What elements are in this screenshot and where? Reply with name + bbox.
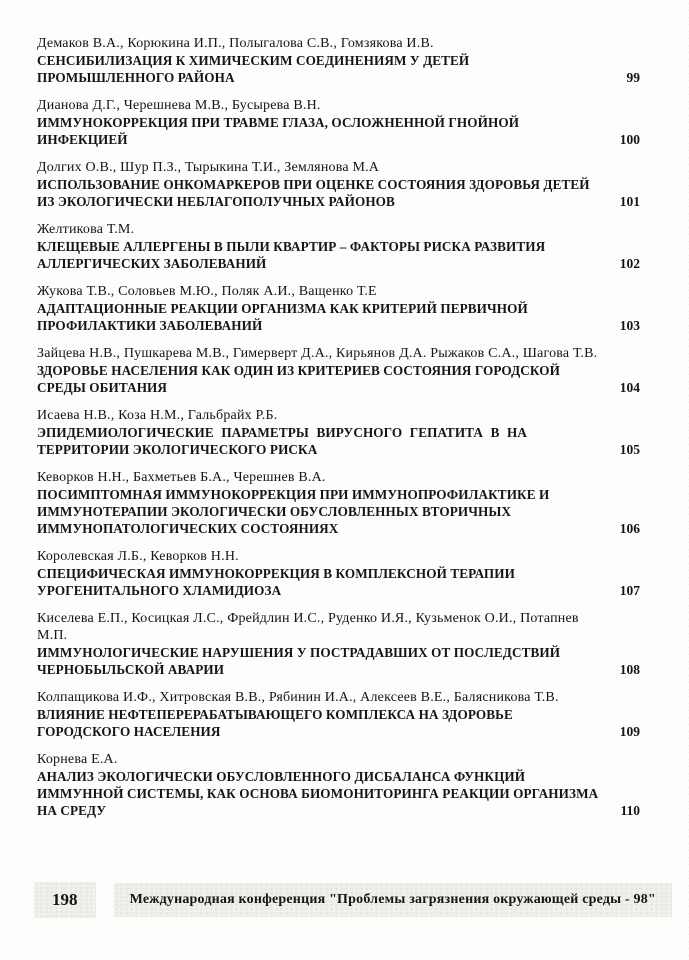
- entry-page-number: 102: [619, 256, 640, 271]
- toc-entry: [37, 159, 640, 210]
- entry-title: СПЕЦИФИЧЕСКАЯ ИММУНОКОРРЕКЦИЯ В КОМПЛЕКСНОЙ ТЕРАПИИ УРОГЕНИТАЛЬНОГО ХЛАМИДИОЗА: [37, 566, 515, 598]
- toc-entry: [37, 35, 640, 86]
- entry-page-number: 107: [619, 583, 640, 598]
- footer-running-title: Международная конференция "Проблемы загрязнения окружающей среды - 98": [114, 883, 673, 917]
- toc-entry: [37, 283, 640, 334]
- entry-authors: Кеворков Н.Н., Бахметьев Б.А., Черешнев В.А.: [37, 470, 326, 485]
- entry-page-number: 103: [619, 318, 640, 333]
- entry-authors: Королевская Л.Б., Кеворков Н.Н.: [37, 549, 239, 564]
- entry-title-row: [37, 300, 640, 334]
- entry-authors: Долгих О.В., Шур П.З., Тырыкина Т.И., Землянова М.А: [37, 160, 380, 175]
- entry-title-row: [37, 52, 640, 86]
- entry-authors: Корнева Е.А.: [37, 752, 118, 767]
- entry-page-number: 109: [619, 724, 640, 739]
- page-footer: [0, 882, 689, 918]
- entry-title-row: [37, 644, 640, 678]
- entry-title-row: [37, 565, 640, 599]
- entry-title: ИСПОЛЬЗОВАНИЕ ОНКОМАРКЕРОВ ПРИ ОЦЕНКЕ СОСТОЯНИЯ ЗДОРОВЬЯ ДЕТЕЙ ИЗ ЭКОЛОГИЧЕСКИ НЕБЛАГОПОЛУЧНЫХ РАЙОНОВ: [37, 177, 590, 209]
- entry-authors: Желтикова Т.М.: [37, 222, 135, 237]
- entry-title-row: [37, 114, 640, 148]
- entry-authors: Дианова Д.Г., Черешнева М.В., Бусырева В.Н.: [37, 98, 321, 113]
- entry-title: ЭПИДЕМИОЛОГИЧЕСКИЕ ПАРАМЕТРЫ ВИРУСНОГО ГЕПАТИТА В НА ТЕРРИТОРИИ ЭКОЛОГИЧЕСКОГО РИСКА: [37, 425, 527, 457]
- entry-title-row: [37, 706, 640, 740]
- entry-title: АДАПТАЦИОННЫЕ РЕАКЦИИ ОРГАНИЗМА КАК КРИТЕРИЙ ПЕРВИЧНОЙ ПРОФИЛАКТИКИ ЗАБОЛЕВАНИЙ: [37, 301, 528, 333]
- entry-title: СЕНСИБИЛИЗАЦИЯ К ХИМИЧЕСКИМ СОЕДИНЕНИЯМ У ДЕТЕЙ ПРОМЫШЛЕННОГО РАЙОНА: [37, 53, 470, 85]
- entry-title: ИММУНОКОРРЕКЦИЯ ПРИ ТРАВМЕ ГЛАЗА, ОСЛОЖНЕННОЙ ГНОЙНОЙ ИНФЕКЦИЕЙ: [37, 115, 520, 147]
- toc-entry: [37, 97, 640, 148]
- entry-title: ЗДОРОВЬЕ НАСЕЛЕНИЯ КАК ОДИН ИЗ КРИТЕРИЕВ СОСТОЯНИЯ ГОРОДСКОЙ СРЕДЫ ОБИТАНИЯ: [37, 363, 560, 395]
- entry-title-row: [37, 176, 640, 210]
- entry-page-number: 106: [619, 521, 640, 536]
- entry-authors: Колпащикова И.Ф., Хитровская В.В., Рябинин И.А., Алексеев В.Е., Балясникова Т.В.: [37, 690, 559, 705]
- toc-entry: [37, 548, 640, 599]
- entry-title-row: [37, 424, 640, 458]
- toc-entry: [37, 221, 640, 272]
- entry-title-row: [37, 238, 640, 272]
- entry-title: АНАЛИЗ ЭКОЛОГИЧЕСКИ ОБУСЛОВЛЕННОГО ДИСБАЛАНСА ФУНКЦИЙ ИММУННОЙ СИСТЕМЫ, КАК ОСНОВА БИОМОНИТОРИНГА РЕАКЦИИ ОРГАНИЗМА НА СРЕДУ: [37, 769, 599, 818]
- entry-title-row: [37, 486, 640, 537]
- folio-number: 198: [34, 882, 96, 918]
- entry-page-number: 104: [619, 380, 640, 395]
- entry-authors: Жукова Т.В., Соловьев М.Ю., Поляк А.И., Ващенко Т.Е: [37, 284, 377, 299]
- entry-authors: Зайцева Н.В., Пушкарева М.В., Гимерверт Д.А., Кирьянов Д.А. Рыжаков С.А., Шагова Т.В.: [37, 346, 598, 361]
- entry-title: ВЛИЯНИЕ НЕФТЕПЕРЕРАБАТЫВАЮЩЕГО КОМПЛЕКСА НА ЗДОРОВЬЕ ГОРОДСКОГО НАСЕЛЕНИЯ: [37, 707, 513, 739]
- toc-entry: [37, 407, 640, 458]
- entry-page-number: 99: [626, 70, 640, 85]
- entry-title-row: [37, 768, 640, 819]
- entry-title: ПОСИМПТОМНАЯ ИММУНОКОРРЕКЦИЯ ПРИ ИММУНОПРОФИЛАКТИКЕ И ИММУНОТЕРАПИИ ЭКОЛОГИЧЕСКИ ОБУСЛОВЛЕННЫХ ВТОРИЧНЫХ ИММУНОПАТОЛОГИЧЕСКИХ СОСТОЯНИЯХ: [37, 487, 550, 536]
- entry-page-number: 100: [619, 132, 640, 147]
- toc-entry: [37, 689, 640, 740]
- entry-title: КЛЕЩЕВЫЕ АЛЛЕРГЕНЫ В ПЫЛИ КВАРТИР – ФАКТОРЫ РИСКА РАЗВИТИЯ АЛЛЕРГИЧЕСКИХ ЗАБОЛЕВАНИЙ: [37, 239, 546, 271]
- toc-entry: [37, 751, 640, 819]
- entry-title-row: [37, 362, 640, 396]
- toc-entry: [37, 345, 640, 396]
- entry-page-number: 108: [619, 662, 640, 677]
- toc-entry-list: [37, 35, 640, 830]
- entry-authors: Киселева Е.П., Косицкая Л.С., Фрейдлин И.С., Руденко И.Я., Кузьменок О.И., Потапнев М.П.: [37, 611, 579, 643]
- entry-authors: Демаков В.А., Корюкина И.П., Полыгалова С.В., Гомзякова И.В.: [37, 36, 434, 51]
- entry-page-number: 105: [619, 442, 640, 457]
- toc-entry: [37, 610, 640, 678]
- toc-entry: [37, 469, 640, 537]
- entry-page-number: 101: [619, 194, 640, 209]
- entry-title: ИММУНОЛОГИЧЕСКИЕ НАРУШЕНИЯ У ПОСТРАДАВШИХ ОТ ПОСЛЕДСТВИЙ ЧЕРНОБЫЛЬСКОЙ АВАРИИ: [37, 645, 561, 677]
- entry-page-number: 110: [620, 803, 640, 818]
- entry-authors: Исаева Н.В., Коза Н.М., Гальбрайх Р.Б.: [37, 408, 278, 423]
